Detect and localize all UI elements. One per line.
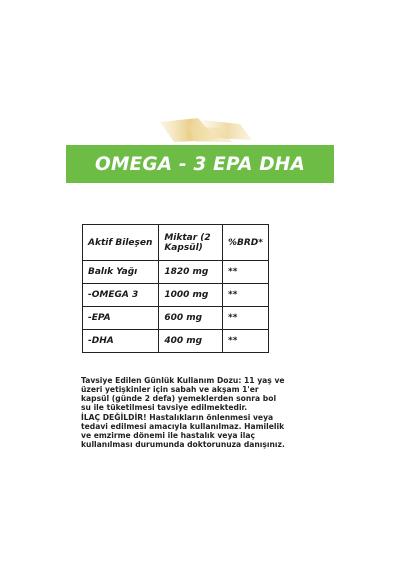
warning-note: İLAÇ DEĞİLDİR! Hastalıkların önlenmesi veya tedavi edilmesi amacıyla kullanılmaz. Hamilelik ve emzirme dönemi ile hastalık veya ilaç kullanılması durumunda doktorunuza danışınız. — [81, 413, 285, 449]
ingredient-name: -OMEGA 3 — [83, 284, 159, 307]
ingredient-amount: 1000 mg — [159, 284, 223, 307]
header-brd: %BRD* — [222, 225, 268, 261]
ingredient-name: Balık Yağı — [83, 261, 159, 284]
banner-title: OMEGA - 3 EPA DHA — [95, 153, 305, 175]
table-row — [83, 261, 269, 284]
ingredient-brd: ** — [222, 284, 268, 307]
ingredient-brd: ** — [222, 307, 268, 330]
ingredient-amount: 1820 mg — [159, 261, 223, 284]
ingredients-table — [82, 224, 269, 353]
title-banner — [66, 145, 334, 183]
table-row — [83, 330, 269, 353]
capsule-decoration — [160, 118, 260, 142]
header-active-ingredient: Aktif Bileşen — [83, 225, 159, 261]
table-header-row — [83, 225, 269, 261]
table-row — [83, 307, 269, 330]
ingredient-name: -DHA — [83, 330, 159, 353]
dosage-note: Tavsiye Edilen Günlük Kullanım Dozu: 11 yaş ve üzeri yetişkinler için sabah ve akşam 1'er kapsül (günde 2 defa) yemeklerden sonra bol su ile tüketilmesi tavsiye edilmektedir. — [81, 376, 285, 412]
ingredient-amount: 600 mg — [159, 307, 223, 330]
header-amount: Miktar (2 Kapsül) — [159, 225, 223, 261]
ingredient-amount: 400 mg — [159, 330, 223, 353]
ingredient-brd: ** — [222, 330, 268, 353]
table-row — [83, 284, 269, 307]
ingredient-brd: ** — [222, 261, 268, 284]
ingredient-name: -EPA — [83, 307, 159, 330]
